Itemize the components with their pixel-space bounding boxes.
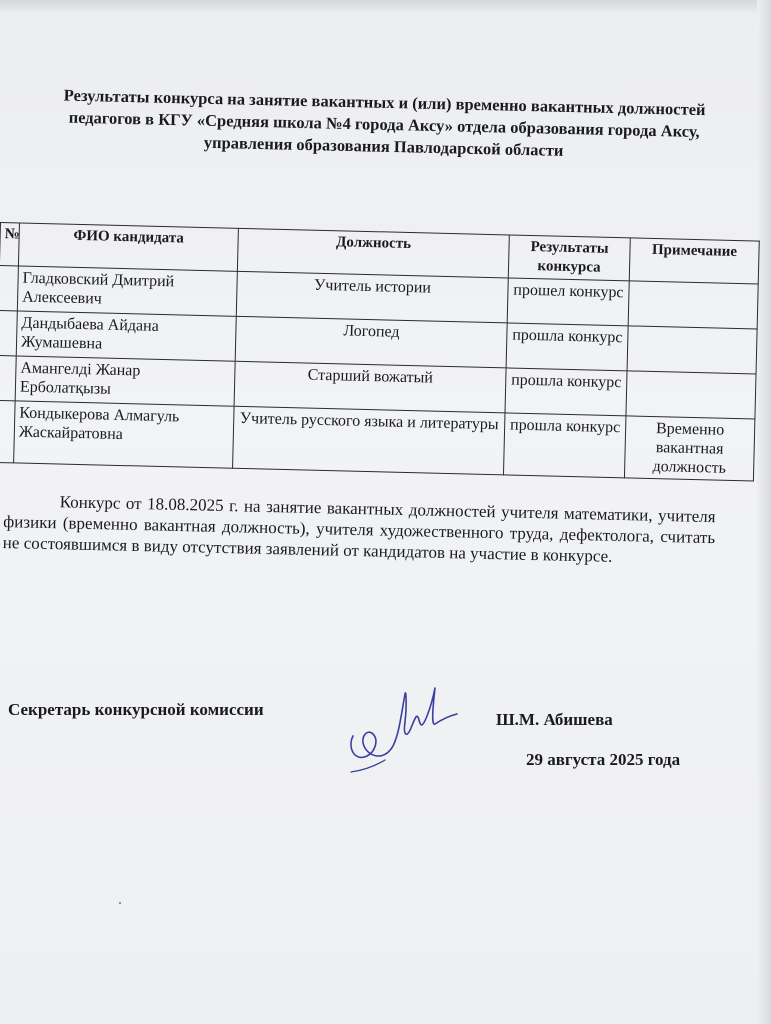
document-title: Результаты конкурса на занятие вакантных и (или) временно вакантных должностей педагогов в КГУ «Средняя школа №4 города Аксу» отдела образования города Аксу, управления образования Павлодарской области <box>63 85 706 160</box>
header-position: Должность <box>237 228 509 278</box>
paper-edge-top <box>0 0 771 14</box>
signature-date: 29 августа 2025 года <box>526 750 681 769</box>
row-result-cell: прошла конкурс <box>505 368 627 416</box>
paper-speck <box>119 902 121 904</box>
row-result-cell: прошел конкурс <box>507 278 629 326</box>
row-fio-cell: Дандыбаева Айдана Жумашевна <box>16 311 236 361</box>
paper-edge-right <box>757 0 771 1024</box>
row-position-cell: Учитель русского языка и литературы <box>233 406 505 475</box>
signer-name: Ш.М. Абишева <box>496 710 613 729</box>
row-fio-cell: Гладковский Дмитрий Алексеевич <box>17 266 237 316</box>
header-num: № <box>0 223 19 266</box>
signature-label: Секретарь конкурсной комиссии <box>8 700 264 719</box>
conclusion-paragraph: Конкурс от 18.08.2025 г. на занятие вакантных должностей учителя математики, учителя физики (временно вакантная должность), учителя художественного труда, дефектолога, считать не состоявшимся в виду отсутствия заявлений от кандидатов на участие в конкурсе. <box>2 492 716 566</box>
row-result-cell: прошла конкурс <box>503 413 625 478</box>
handwritten-signature <box>345 676 460 776</box>
row-position-cell: Старший вожатый <box>234 361 506 413</box>
row-num-cell <box>0 310 17 355</box>
row-fio-cell: Амангелді Жанар Ерболатқызы <box>15 356 235 406</box>
row-num-cell <box>0 265 18 310</box>
row-position-cell: Учитель истории <box>236 271 508 323</box>
row-result-cell: прошла конкурс <box>506 323 628 371</box>
row-note-cell <box>627 326 757 374</box>
row-note-cell <box>626 371 756 419</box>
results-table <box>0 222 760 481</box>
results-table-wrapper <box>0 222 755 481</box>
row-position-cell: Логопед <box>235 316 507 368</box>
row-note-cell: Временно вакантная должность <box>624 416 754 481</box>
row-fio-cell: Кондыкерова Алмагуль Жаскайратовна <box>14 401 234 468</box>
header-fio: ФИО кандидата <box>18 223 238 271</box>
header-note: Примечание <box>629 238 759 284</box>
row-note-cell <box>628 281 758 329</box>
row-num-cell <box>0 355 16 400</box>
header-result: Результаты конкурса <box>508 235 630 281</box>
